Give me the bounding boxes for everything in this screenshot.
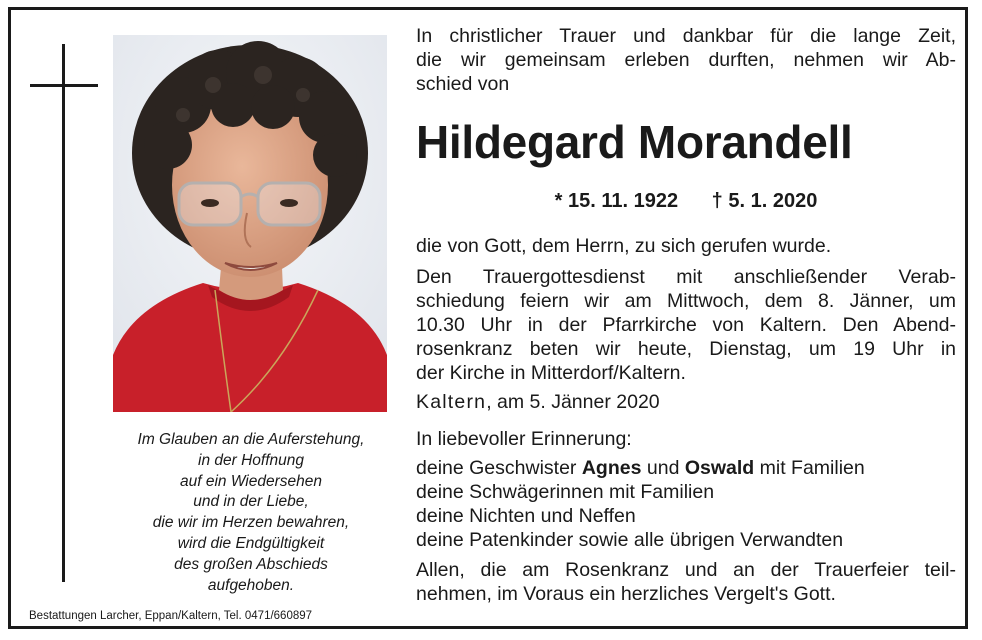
intro-line: In christlicher Trauer und dankbar für die lange Zeit, xyxy=(416,25,956,47)
called-line xyxy=(416,234,956,258)
called-text: die von Gott, dem Herrn, zu sich gerufen wurde. xyxy=(416,235,832,257)
poem-line: auf ein Wiedersehen xyxy=(179,472,323,490)
service-line: Den Trauergottesdienst mit anschließender Verab- xyxy=(416,266,956,288)
service-details xyxy=(416,265,956,385)
cross-horizontal-bar xyxy=(30,84,98,87)
service-line: schiedung feiern wir am Mittwoch, dem 8. Jänner, um xyxy=(416,290,956,312)
mourners-list xyxy=(416,427,956,552)
poem-line: in der Hoffnung xyxy=(198,451,304,469)
intro-line: schied von xyxy=(416,73,510,95)
obituary-card xyxy=(8,7,968,629)
place-and-date xyxy=(416,390,956,414)
siblings-line: deine Geschwister Agnes und Oswald mit Familien xyxy=(416,457,865,479)
service-line: rosenkranz beten wir heute, Dienstag, um 19 Uhr in xyxy=(416,338,956,360)
intro-line: die wir gemeinsam erleben durften, nehmen wir Ab- xyxy=(416,49,956,71)
life-dates xyxy=(416,190,956,213)
nieces-line: deine Nichten und Neffen xyxy=(416,505,636,527)
memory-heading: In liebevoller Erinnerung: xyxy=(416,428,632,450)
portrait-photo xyxy=(113,35,387,412)
thanks-line: Allen, die am Rosenkranz und an der Trauerfeier teil- xyxy=(416,559,956,581)
place-town: Kaltern xyxy=(416,391,487,413)
poem-line: aufgehoben. xyxy=(207,576,295,594)
cross-vertical-bar xyxy=(62,44,65,582)
place-date: , am 5. Jänner 2020 xyxy=(486,391,660,413)
thanks-line: nehmen, im Voraus ein herzliches Vergelt's Gott. xyxy=(416,583,836,605)
service-line: der Kirche in Mitterdorf/Kaltern. xyxy=(416,362,686,384)
poem-verse xyxy=(111,430,391,596)
poem-line: die wir im Herzen bewahren, xyxy=(152,514,350,532)
poem-line: wird die Endgültigkeit xyxy=(177,534,325,552)
poem-line: und in der Liebe, xyxy=(193,493,309,511)
death-date: † 5. 1. 2020 xyxy=(711,190,818,212)
deceased-name: Hildegard Morandell xyxy=(416,116,853,168)
in-laws-line: deine Schwägerinnen mit Familien xyxy=(416,481,715,503)
sibling-name: Agnes xyxy=(581,457,642,479)
poem-line: des großen Abschieds xyxy=(174,555,328,573)
thanks-text xyxy=(416,558,956,606)
poem-line: Im Glauben an die Auferstehung, xyxy=(137,431,365,448)
godchildren-line: deine Patenkinder sowie alle übrigen Verwandten xyxy=(416,529,844,551)
sibling-name: Oswald xyxy=(684,457,755,479)
birth-date: * 15. 11. 1922 xyxy=(554,190,679,212)
funeral-home-footer: Bestattungen Larcher, Eppan/Kaltern, Tel. 0471/660897 xyxy=(29,610,313,622)
service-line: 10.30 Uhr in der Pfarrkirche von Kaltern. Den Abend- xyxy=(416,314,956,336)
intro-text xyxy=(416,24,956,96)
